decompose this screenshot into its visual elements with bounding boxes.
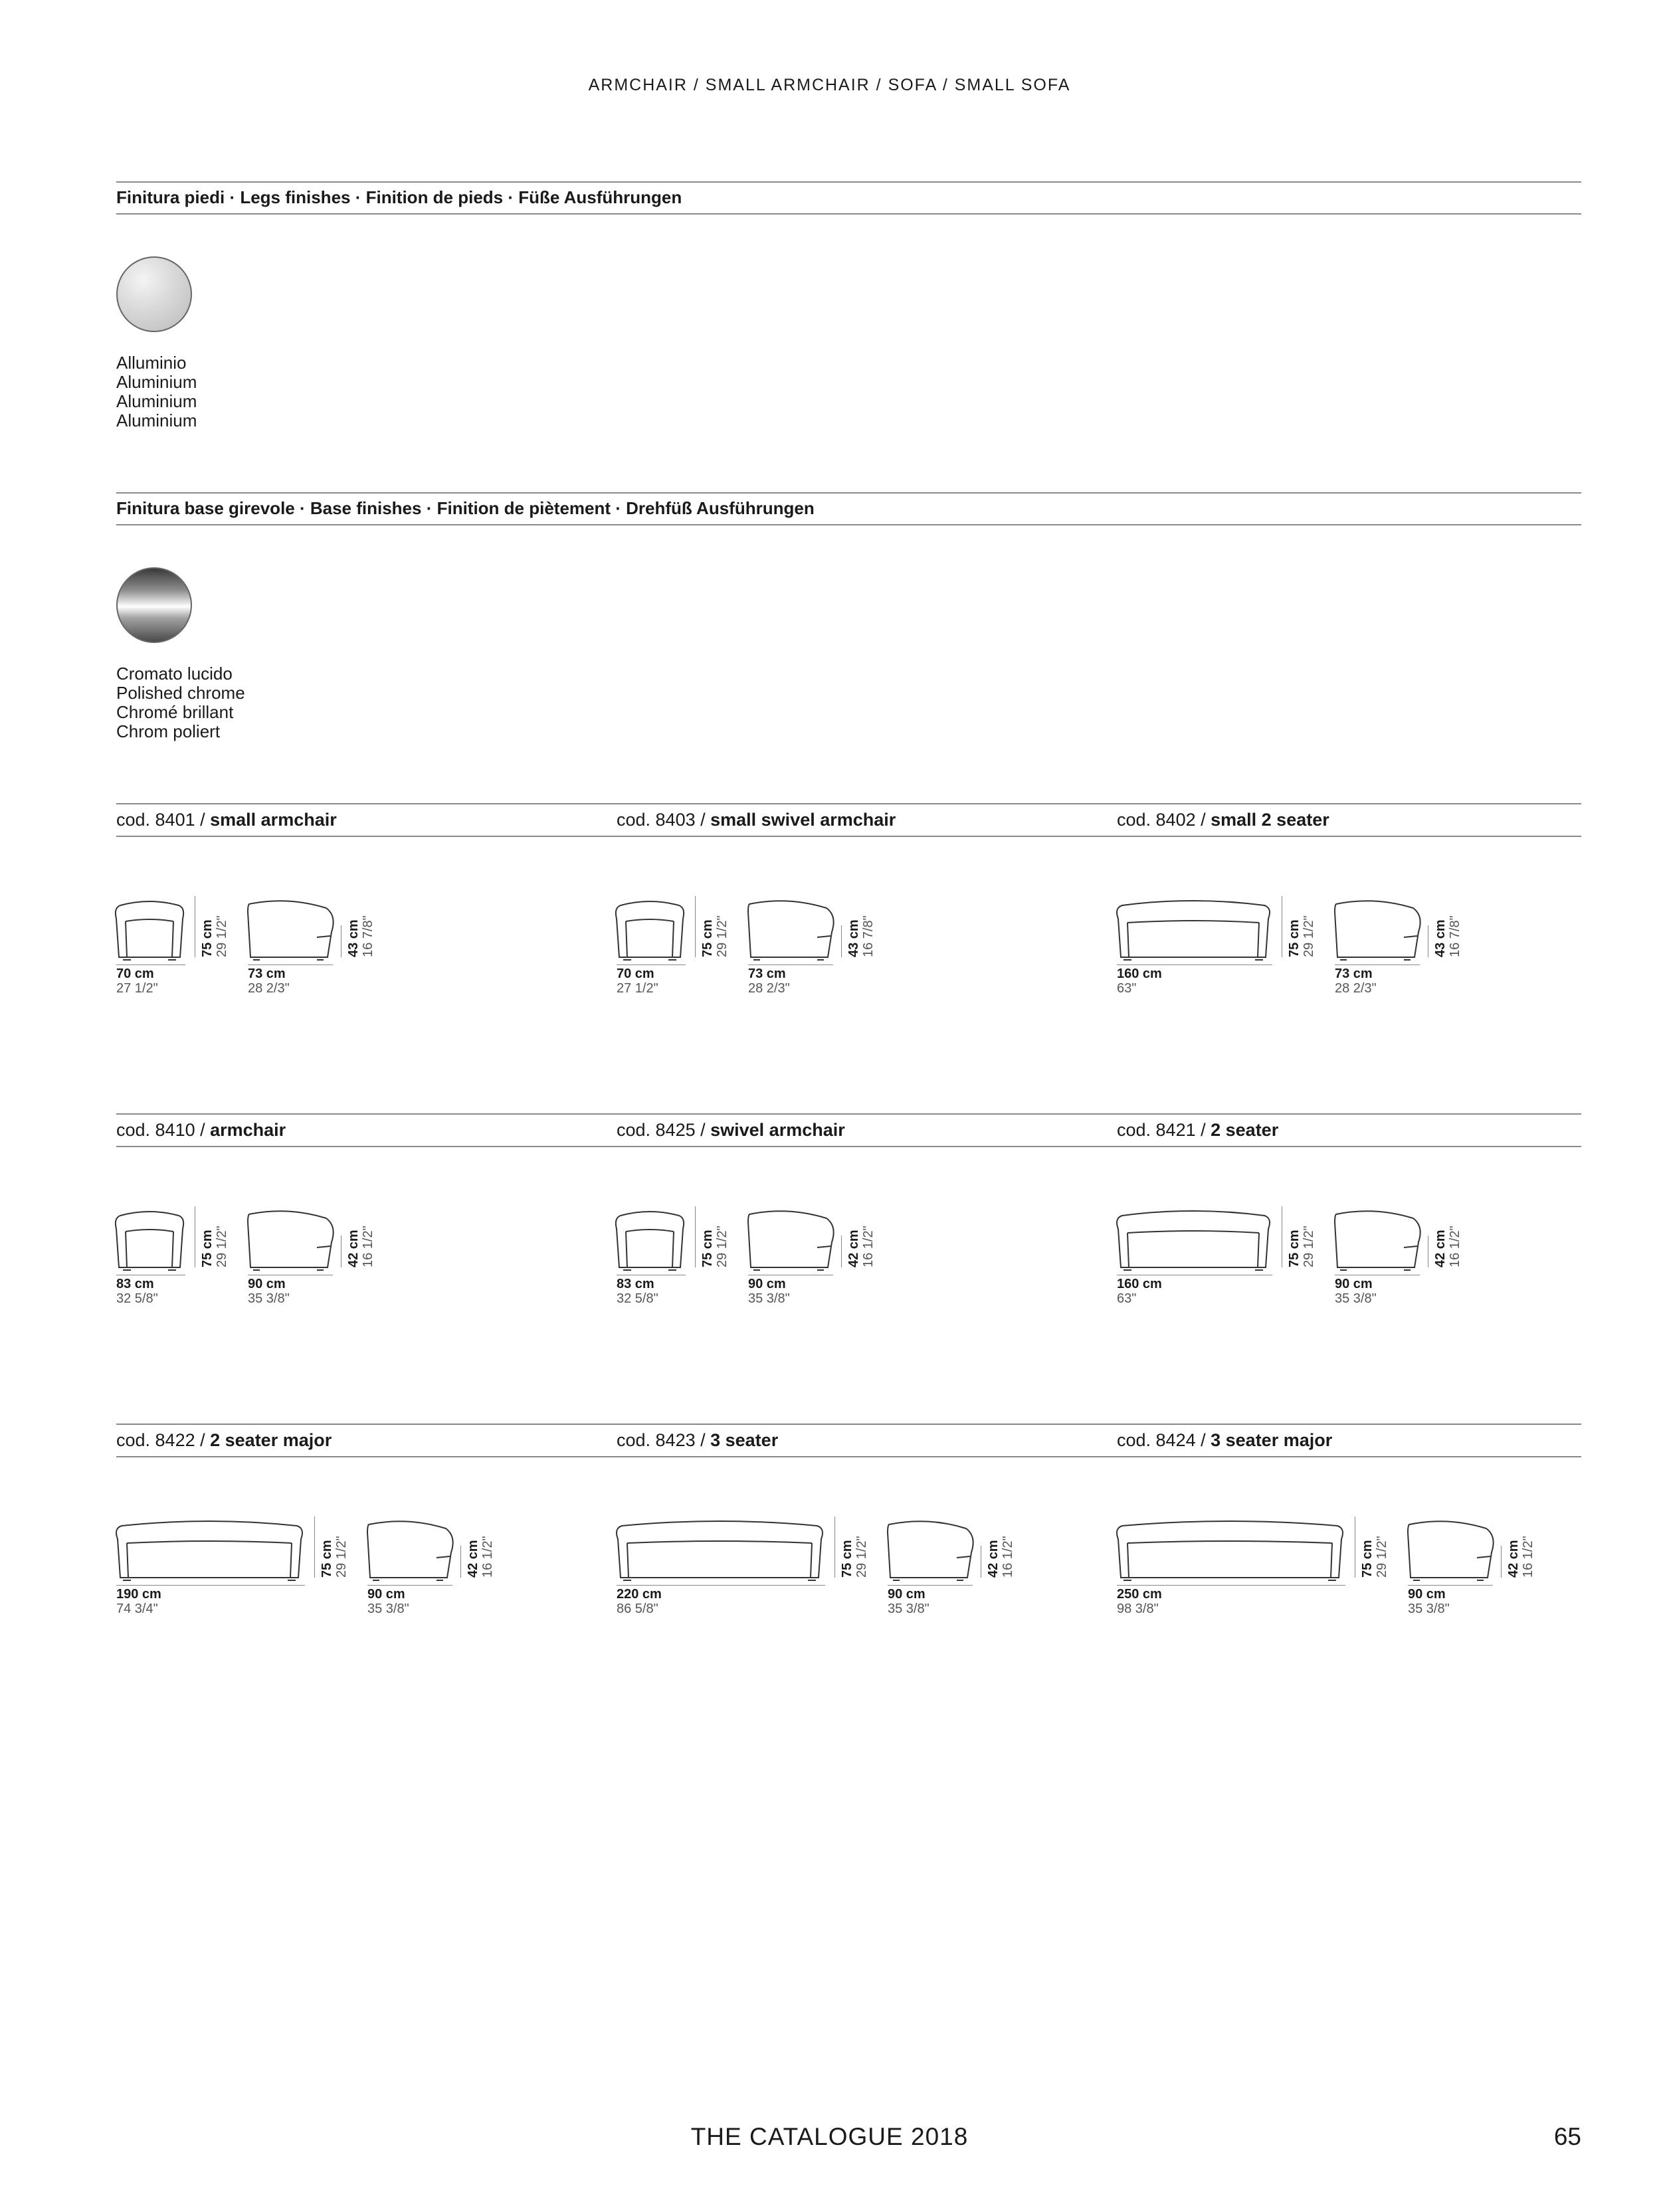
front-view-drawing (116, 1517, 306, 1583)
legs-finishes-title: Finitura piedi · Legs finishes · Finition de pieds · Füße Ausführungen (116, 187, 682, 207)
product-rule-bottom (116, 836, 1581, 837)
height-cm: 75 cm (840, 1540, 854, 1578)
base-label-de: Chrom poliert (116, 721, 221, 741)
width-in: 74 3/4" (116, 1602, 158, 1616)
depth-dimension-line (888, 1585, 973, 1586)
width-in: 98 3/8" (1117, 1602, 1159, 1616)
height-in: 29 1/2" (215, 915, 229, 957)
height-dimension (840, 1536, 869, 1578)
front-view-drawing (1117, 1517, 1347, 1583)
section-rule-top (116, 492, 1581, 494)
side-view-drawing (1335, 1206, 1421, 1273)
product-name: small swivel armchair (710, 810, 896, 830)
height-in: 29 1/2" (854, 1536, 869, 1578)
product-code: cod. 8401 / (116, 810, 205, 830)
height-in: 29 1/2" (334, 1536, 349, 1578)
height-dimension (700, 915, 730, 957)
depth-dimension (367, 1587, 409, 1616)
seat-height-dimension (1506, 1536, 1535, 1578)
side-view-drawing (1335, 896, 1421, 963)
width-dimension (1117, 1277, 1162, 1306)
product-code: cod. 8410 / (116, 1120, 205, 1140)
seat-in: 16 7/8" (861, 915, 876, 957)
product-title (617, 1430, 778, 1451)
height-cm: 75 cm (1287, 1230, 1302, 1267)
product-name: small armchair (210, 810, 337, 830)
side-view-drawing (248, 1206, 334, 1273)
product-code: cod. 8422 / (116, 1430, 205, 1450)
product-name: 3 seater (710, 1430, 779, 1450)
front-view-drawing (617, 1517, 827, 1583)
product-name: armchair (210, 1120, 286, 1140)
depth-dimension (248, 1277, 290, 1306)
seat-cm: 42 cm (986, 1540, 1001, 1578)
seat-cm: 43 cm (1433, 919, 1448, 957)
seat-height-dimension (346, 915, 375, 957)
product-rule-bottom (116, 1456, 1581, 1457)
height-cm: 75 cm (1287, 919, 1302, 957)
side-view-drawing (748, 896, 834, 963)
footer-title: THE CATALOGUE 2018 (690, 2123, 969, 2150)
width-cm: 250 cm (1117, 1587, 1162, 1602)
height-dimension (700, 1226, 730, 1267)
product-code: cod. 8403 / (617, 810, 706, 830)
height-in: 29 1/2" (1302, 1226, 1316, 1267)
seat-height-dimension-line (460, 1546, 461, 1578)
product-code: cod. 8424 / (1117, 1430, 1206, 1450)
seat-height-dimension (466, 1536, 495, 1578)
seat-cm: 42 cm (846, 1230, 861, 1267)
height-dimension (200, 915, 229, 957)
height-dimension-line (695, 896, 696, 957)
height-in: 29 1/2" (715, 915, 730, 957)
product-title (116, 1120, 286, 1141)
height-cm: 75 cm (1360, 1540, 1375, 1578)
height-dimension (200, 1226, 229, 1267)
seat-in: 16 1/2" (361, 1226, 375, 1267)
seat-height-dimension (1433, 915, 1462, 957)
depth-cm: 90 cm (888, 1587, 926, 1602)
front-view-drawing (116, 896, 187, 963)
product-name: 2 seater major (210, 1430, 332, 1450)
depth-dimension (748, 967, 790, 996)
legs-label-fr: Aluminium (116, 391, 197, 411)
depth-cm: 90 cm (1408, 1587, 1446, 1602)
depth-dimension (1335, 967, 1377, 996)
seat-in: 16 1/2" (1448, 1226, 1462, 1267)
aluminium-swatch-icon (116, 256, 192, 332)
depth-dimension (1408, 1587, 1450, 1616)
width-cm: 220 cm (617, 1587, 662, 1602)
height-in: 29 1/2" (1375, 1536, 1389, 1578)
front-view-drawing (116, 1206, 187, 1273)
section-rule-bottom (116, 524, 1581, 525)
product-rule-top (116, 1424, 1581, 1425)
width-cm: 83 cm (116, 1277, 154, 1291)
product-title (116, 810, 337, 830)
product-title (617, 810, 896, 830)
height-cm: 75 cm (700, 1230, 715, 1267)
height-cm: 75 cm (320, 1540, 334, 1578)
product-rule-top (116, 1113, 1581, 1115)
legs-finish-labels (116, 353, 197, 430)
page-number: 65 (1553, 2123, 1581, 2150)
height-in: 29 1/2" (215, 1226, 229, 1267)
seat-height-dimension (846, 915, 876, 957)
depth-in: 35 3/8" (1408, 1602, 1450, 1616)
width-dimension (617, 1587, 662, 1616)
depth-in: 28 2/3" (248, 981, 290, 996)
height-cm: 75 cm (200, 1230, 215, 1267)
seat-height-dimension (1433, 1226, 1462, 1267)
front-view-drawing (617, 896, 687, 963)
product-title (116, 1430, 332, 1451)
product-title (617, 1120, 845, 1141)
product-rule-top (116, 803, 1581, 804)
depth-in: 35 3/8" (748, 1291, 790, 1306)
seat-cm: 42 cm (346, 1230, 361, 1267)
height-cm: 75 cm (200, 919, 215, 957)
depth-cm: 90 cm (367, 1587, 405, 1602)
width-cm: 70 cm (116, 967, 154, 981)
depth-cm: 90 cm (248, 1277, 286, 1291)
seat-in: 16 1/2" (1521, 1536, 1535, 1578)
depth-in: 28 2/3" (1335, 981, 1377, 996)
front-view-drawing (1117, 1206, 1274, 1273)
product-name: small 2 seater (1211, 810, 1329, 830)
seat-height-dimension-line (841, 925, 842, 957)
height-cm: 75 cm (700, 919, 715, 957)
width-dimension-line (617, 1585, 825, 1586)
product-title (1117, 1120, 1278, 1141)
width-in: 86 5/8" (617, 1602, 658, 1616)
chrome-swatch-icon (116, 567, 192, 643)
seat-in: 16 1/2" (480, 1536, 495, 1578)
side-view-drawing (1408, 1517, 1494, 1583)
side-view-drawing (748, 1206, 834, 1273)
depth-dimension-line (1408, 1585, 1493, 1586)
height-dimension-line (834, 1517, 835, 1578)
width-dimension (116, 967, 158, 996)
width-dimension (617, 967, 658, 996)
height-dimension (1287, 1226, 1316, 1267)
depth-cm: 90 cm (1335, 1277, 1373, 1291)
seat-height-dimension-line (341, 1236, 342, 1267)
product-name: swivel armchair (710, 1120, 845, 1140)
width-dimension-line (1117, 1585, 1345, 1586)
base-finish-labels (116, 664, 245, 741)
width-dimension (617, 1277, 658, 1306)
width-dimension (116, 1277, 158, 1306)
width-in: 32 5/8" (116, 1291, 158, 1306)
width-cm: 70 cm (617, 967, 654, 981)
section-rule-top (116, 181, 1581, 183)
side-view-drawing (888, 1517, 974, 1583)
height-dimension-line (695, 1206, 696, 1267)
height-dimension (320, 1536, 349, 1578)
width-in: 27 1/2" (116, 981, 158, 996)
seat-cm: 43 cm (346, 919, 361, 957)
depth-dimension (748, 1277, 790, 1306)
width-cm: 160 cm (1117, 967, 1162, 981)
depth-dimension (1335, 1277, 1377, 1306)
product-code: cod. 8421 / (1117, 1120, 1206, 1140)
product-name: 2 seater (1211, 1120, 1279, 1140)
product-code: cod. 8425 / (617, 1120, 706, 1140)
product-code: cod. 8423 / (617, 1430, 706, 1450)
seat-height-dimension (846, 1226, 876, 1267)
height-in: 29 1/2" (715, 1226, 730, 1267)
depth-cm: 73 cm (748, 967, 786, 981)
seat-cm: 42 cm (466, 1540, 480, 1578)
depth-in: 35 3/8" (248, 1291, 290, 1306)
seat-height-dimension (346, 1226, 375, 1267)
base-label-it: Cromato lucido (116, 664, 233, 684)
width-cm: 190 cm (116, 1587, 161, 1602)
height-dimension (1287, 915, 1316, 957)
depth-cm: 90 cm (748, 1277, 786, 1291)
seat-cm: 42 cm (1506, 1540, 1521, 1578)
section-rule-bottom (116, 213, 1581, 215)
legs-label-de: Aluminium (116, 411, 197, 430)
depth-in: 35 3/8" (367, 1602, 409, 1616)
front-view-drawing (1117, 896, 1274, 963)
height-dimension-line (314, 1517, 315, 1578)
front-view-drawing (617, 1206, 687, 1273)
seat-cm: 43 cm (846, 919, 861, 957)
width-dimension (116, 1587, 161, 1616)
depth-dimension (248, 967, 290, 996)
product-title (1117, 810, 1329, 830)
width-in: 27 1/2" (617, 981, 658, 996)
depth-in: 35 3/8" (1335, 1291, 1377, 1306)
width-cm: 160 cm (1117, 1277, 1162, 1291)
product-title (1117, 1430, 1332, 1451)
product-rule-bottom (116, 1146, 1581, 1147)
side-view-drawing (367, 1517, 454, 1583)
seat-height-dimension-line (1501, 1546, 1502, 1578)
depth-cm: 73 cm (248, 967, 286, 981)
seat-height-dimension-line (841, 1236, 842, 1267)
seat-in: 16 1/2" (1001, 1536, 1015, 1578)
width-dimension-line (116, 1585, 305, 1586)
seat-height-dimension-line (341, 925, 342, 957)
width-in: 32 5/8" (617, 1291, 658, 1306)
width-dimension (1117, 1587, 1162, 1616)
width-dimension (1117, 967, 1162, 996)
width-in: 63" (1117, 1291, 1137, 1306)
depth-dimension (888, 1587, 929, 1616)
seat-height-dimension (986, 1536, 1015, 1578)
seat-in: 16 7/8" (361, 915, 375, 957)
seat-in: 16 7/8" (1448, 915, 1462, 957)
legs-label-it: Alluminio (116, 353, 187, 373)
base-label-fr: Chromé brillant (116, 702, 234, 722)
base-label-en: Polished chrome (116, 683, 245, 703)
page-header: ARMCHAIR / SMALL ARMCHAIR / SOFA / SMALL SOFA (588, 76, 1071, 94)
width-cm: 83 cm (617, 1277, 654, 1291)
seat-cm: 42 cm (1433, 1230, 1448, 1267)
legs-label-en: Aluminium (116, 372, 197, 392)
base-finishes-title: Finitura base girevole · Base finishes · Finition de piètement · Drehfüß Ausführungen (116, 498, 815, 518)
width-in: 63" (1117, 981, 1137, 996)
height-dimension (1360, 1536, 1389, 1578)
height-in: 29 1/2" (1302, 915, 1316, 957)
seat-in: 16 1/2" (861, 1226, 876, 1267)
product-code: cod. 8402 / (1117, 810, 1206, 830)
side-view-drawing (248, 896, 334, 963)
depth-in: 35 3/8" (888, 1602, 929, 1616)
depth-in: 28 2/3" (748, 981, 790, 996)
product-name: 3 seater major (1211, 1430, 1333, 1450)
depth-dimension-line (367, 1585, 452, 1586)
depth-cm: 73 cm (1335, 967, 1373, 981)
